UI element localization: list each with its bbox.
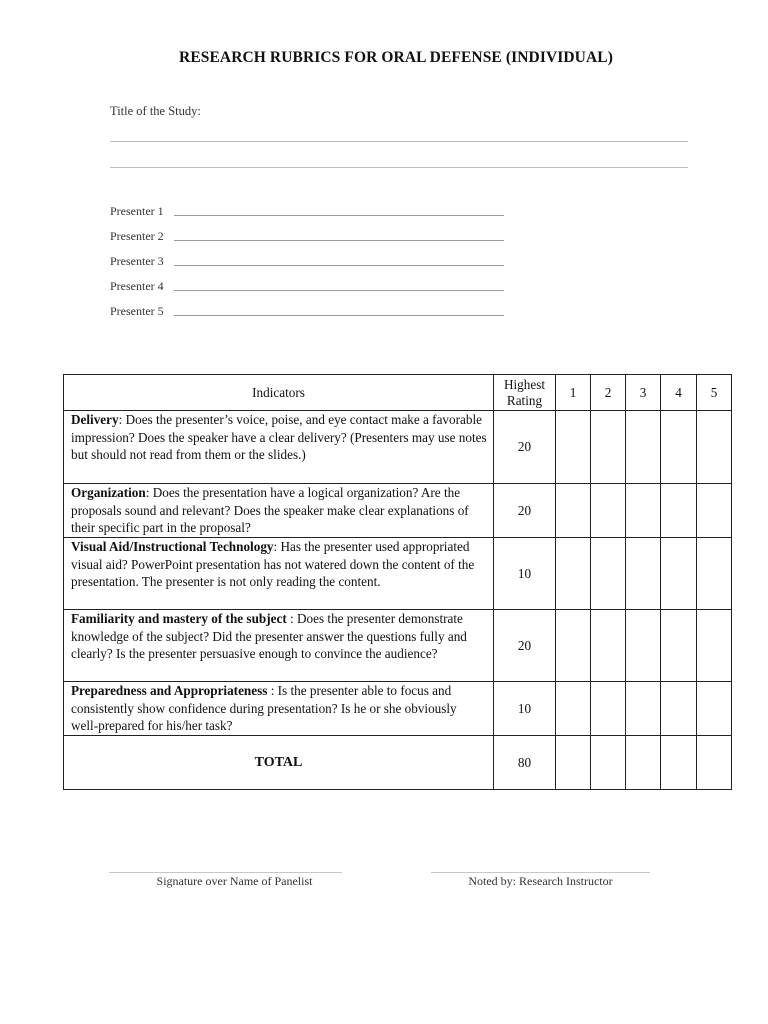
rating-cell-4[interactable]: [661, 682, 697, 736]
presenter-row-2: [110, 228, 504, 244]
total-cell-4[interactable]: [661, 736, 697, 790]
criterion-name: Organization: [71, 485, 146, 500]
total-row: [64, 736, 732, 790]
rubric-table: [63, 374, 732, 790]
total-value: 80: [494, 736, 556, 790]
highest-rating-value: 10: [494, 538, 556, 610]
highest-rating-value: 20: [494, 411, 556, 484]
rating-cell-5[interactable]: [697, 682, 732, 736]
panelist-signature-line: [109, 872, 342, 873]
presenter-label: Presenter 5: [110, 304, 164, 318]
rating-cell-2[interactable]: [591, 538, 626, 610]
rating-cell-1[interactable]: [556, 538, 591, 610]
criterion-name: Visual Aid/Instructional Technology: [71, 539, 274, 554]
criterion-description: Is the presenter able to focus and consistently show confidence during presentation? Is he or she obviously well-prepared for his/her task?: [71, 683, 457, 734]
criterion-separator: :: [118, 412, 126, 427]
highest-rating-value: 20: [494, 610, 556, 682]
presenter-label: Presenter 4: [110, 279, 164, 293]
table-row: [64, 538, 732, 610]
presenter-label: Presenter 3: [110, 254, 164, 268]
criterion-description: Does the presentation have a logical organization? Are the proposals sound and relevant? Does the speaker make clear explanations of their specific part in the proposal?: [71, 485, 469, 536]
rating-cell-5[interactable]: [697, 538, 732, 610]
presenter-label: Presenter 2: [110, 229, 164, 243]
rating-cell-1[interactable]: [556, 682, 591, 736]
panelist-signature-label: Signature over Name of Panelist: [156, 874, 313, 888]
presenter-label: Presenter 1: [110, 204, 164, 218]
criterion-description: Does the presenter’s voice, poise, and eye contact make a favorable impression? Does the speaker have a clear delivery? (Presenters may use notes but should not read from them or the slides.): [71, 412, 487, 463]
criterion-description: Does the presenter demonstrate knowledge of the subject? Did the presenter answer the questions fully and clearly? Is the presenter persuasive enough to convince the audience?: [71, 611, 467, 662]
indicator-cell: [64, 610, 494, 682]
criterion-separator: :: [286, 611, 297, 626]
criterion-separator: :: [145, 485, 153, 500]
presenter-line: [174, 214, 504, 216]
rating-cell-4[interactable]: [661, 411, 697, 484]
criterion-name: Familiarity and mastery of the subject: [71, 611, 287, 626]
table-header-row: [64, 375, 732, 411]
highest-rating-header-line1: Highest: [503, 376, 546, 392]
rating-cell-4[interactable]: [661, 538, 697, 610]
rating-cell-2[interactable]: [591, 411, 626, 484]
rating-cell-1[interactable]: [556, 610, 591, 682]
rating-cell-5[interactable]: [697, 484, 732, 538]
criterion-separator: :: [267, 683, 278, 698]
presenter-line: [174, 289, 504, 291]
highest-rating-value: 20: [494, 484, 556, 538]
presenter-line: [174, 239, 504, 241]
presenter-line: [174, 264, 504, 266]
highest-rating-value: 10: [494, 682, 556, 736]
rating-cell-3[interactable]: [626, 411, 661, 484]
rating-cell-4[interactable]: [661, 484, 697, 538]
presenter-row-3: [110, 253, 504, 269]
presenter-row-5: [110, 303, 504, 319]
criterion-name: Delivery: [71, 412, 119, 427]
presenter-row-1: [110, 203, 504, 219]
total-cell-3[interactable]: [626, 736, 661, 790]
rating-cell-3[interactable]: [626, 682, 661, 736]
presenter-row-4: [110, 278, 504, 294]
total-cell-2[interactable]: [591, 736, 626, 790]
scale-header-3: 3: [626, 375, 661, 411]
criterion-name: Preparedness and Appropriateness: [71, 683, 268, 698]
rating-cell-4[interactable]: [661, 610, 697, 682]
indicator-cell: [64, 682, 494, 736]
table-row: [64, 411, 732, 484]
indicator-cell: [64, 538, 494, 610]
total-cell-5[interactable]: [697, 736, 732, 790]
table-row: [64, 484, 732, 538]
rating-cell-1[interactable]: [556, 411, 591, 484]
scale-header-4: 4: [661, 375, 697, 411]
instructor-signature-line: [431, 872, 650, 873]
total-cell-1[interactable]: [556, 736, 591, 790]
rating-cell-1[interactable]: [556, 484, 591, 538]
rating-cell-5[interactable]: [697, 610, 732, 682]
highest-rating-header-line2: Rating: [506, 392, 543, 408]
scale-header-1: 1: [556, 375, 591, 411]
study-title-line-1: [110, 141, 688, 142]
rating-cell-5[interactable]: [697, 411, 732, 484]
rating-cell-2[interactable]: [591, 484, 626, 538]
study-title-label: Title of the Study:: [110, 104, 201, 118]
table-row: [64, 610, 732, 682]
study-title-line-2: [110, 167, 688, 168]
indicator-cell: [64, 411, 494, 484]
rating-cell-3[interactable]: [626, 484, 661, 538]
indicators-header: Indicators: [64, 375, 494, 411]
table-row: [64, 682, 732, 736]
scale-header-2: 2: [591, 375, 626, 411]
rating-cell-2[interactable]: [591, 610, 626, 682]
criterion-separator: :: [273, 539, 281, 554]
document-title: RESEARCH RUBRICS FOR ORAL DEFENSE (INDIVIDUAL): [179, 49, 613, 66]
presenter-line: [174, 314, 504, 316]
total-label: TOTAL: [64, 736, 494, 790]
instructor-signature-label: Noted by: Research Instructor: [468, 874, 613, 888]
scale-header-5: 5: [697, 375, 732, 411]
indicator-cell: [64, 484, 494, 538]
highest-rating-header: [494, 375, 556, 411]
criterion-description: Has the presenter used appropriated visual aid? PowerPoint presentation has not watered down the content of the presentation. The presenter is not only reading the content.: [71, 539, 475, 590]
rating-cell-2[interactable]: [591, 682, 626, 736]
rating-cell-3[interactable]: [626, 538, 661, 610]
rating-cell-3[interactable]: [626, 610, 661, 682]
